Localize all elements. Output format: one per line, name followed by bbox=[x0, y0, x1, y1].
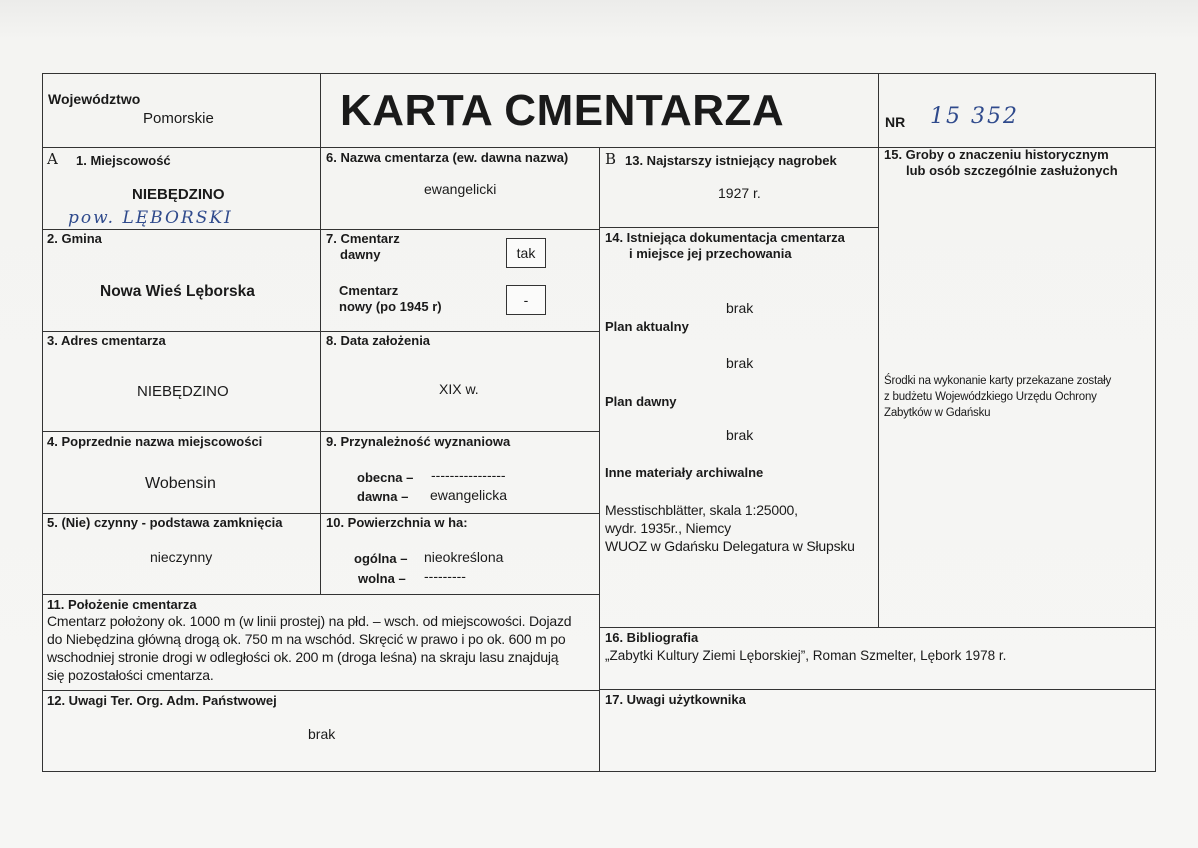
nr-value: 15 352 bbox=[930, 104, 1019, 129]
section-b-letter: B bbox=[605, 150, 617, 168]
f4-label: 4. Poprzednie nazwa miejscowości bbox=[47, 434, 263, 449]
f13-label: 13. Najstarszy istniejący nagrobek bbox=[625, 153, 837, 168]
f11-text bbox=[47, 612, 597, 684]
f4-value: Wobensin bbox=[145, 475, 216, 492]
f11-label: 11. Położenie cmentarza bbox=[47, 597, 197, 612]
f15-funding-line: Zabytków w Gdańsku bbox=[884, 407, 991, 419]
voivodeship-label: Województwo bbox=[48, 91, 141, 107]
frame-left bbox=[42, 73, 43, 772]
f10-free-value: --------- bbox=[424, 568, 466, 584]
f7-new-box: - bbox=[506, 285, 546, 315]
f15-funding-line: Środki na wykonanie karty przekazane zostały bbox=[884, 375, 1112, 387]
f14-label-line1: 14. Istniejąca dokumentacja cmentarza bbox=[605, 230, 845, 245]
divider bbox=[42, 594, 600, 595]
f9-current-value: ---------------- bbox=[431, 467, 506, 483]
f15-funding-note bbox=[884, 373, 1149, 421]
f1-label: 1. Miejscowość bbox=[76, 153, 171, 168]
nr-label: NR bbox=[885, 114, 906, 130]
section-a-letter: A bbox=[47, 150, 58, 168]
f16-label: 16. Bibliografia bbox=[605, 630, 699, 645]
divider bbox=[42, 690, 600, 691]
f8-value: XIX w. bbox=[439, 381, 479, 397]
f6-value: ewangelicki bbox=[424, 181, 497, 197]
f14-doc-value: brak bbox=[726, 300, 754, 316]
f5-value: nieczynny bbox=[150, 549, 213, 565]
f1-value: NIEBĘDZINO bbox=[132, 186, 225, 203]
f14-plan-old-label: Plan dawny bbox=[605, 394, 677, 409]
f14-other-label: Inne materiały archiwalne bbox=[605, 465, 764, 480]
f14-plan-old-value: brak bbox=[726, 427, 754, 443]
f2-value: Nowa Wieś Lęborska bbox=[100, 283, 255, 300]
f7-label-line1: 7. Cmentarz bbox=[326, 231, 400, 246]
f7-label-line2: dawny bbox=[340, 247, 381, 262]
f11-line: Cmentarz położony ok. 1000 m (w linii prostej) na płd. – wsch. od miejscowości. Dojazd bbox=[47, 613, 572, 629]
f11-line: się pozostałości cmentarza. bbox=[47, 667, 214, 683]
f11-line: wschodniej stronie drogi w odległości ok. 200 m (droga leśna) na skraju lasu znajdują bbox=[47, 649, 559, 665]
f10-free-label: wolna – bbox=[358, 571, 406, 586]
divider bbox=[320, 147, 321, 594]
divider bbox=[320, 73, 321, 147]
f10-label: 10. Powierzchnia w ha: bbox=[326, 515, 468, 530]
f12-label: 12. Uwagi Ter. Org. Adm. Państwowej bbox=[47, 693, 277, 708]
frame-right bbox=[1155, 73, 1156, 772]
divider bbox=[42, 229, 600, 230]
f15-label-line2: lub osób szczególnie zasłużonych bbox=[906, 163, 1118, 178]
f3-value: NIEBĘDZINO bbox=[137, 383, 229, 400]
f6-label: 6. Nazwa cmentarza (ew. dawna nazwa) bbox=[326, 150, 569, 165]
f10-total-value: nieokreślona bbox=[424, 549, 504, 565]
f14-other-text bbox=[605, 501, 875, 555]
f5-label: 5. (Nie) czynny - podstawa zamknięcia bbox=[47, 515, 283, 530]
f14-label-line2: i miejsce jej przechowania bbox=[629, 246, 792, 261]
f14-other-line: Messtischblätter, skala 1:25000, bbox=[605, 502, 798, 518]
f2-label: 2. Gmina bbox=[47, 231, 102, 246]
f9-former-value: ewangelicka bbox=[430, 487, 508, 503]
f13-value: 1927 r. bbox=[718, 185, 761, 201]
divider bbox=[599, 227, 879, 228]
voivodeship-value: Pomorskie bbox=[143, 110, 214, 127]
divider bbox=[42, 331, 600, 332]
f14-plan-current-label: Plan aktualny bbox=[605, 319, 689, 334]
f8-label: 8. Data założenia bbox=[326, 333, 431, 348]
divider bbox=[42, 513, 600, 514]
f14-plan-current-value: brak bbox=[726, 355, 754, 371]
divider bbox=[599, 689, 1156, 690]
f16-value: „Zabytki Kultury Ziemi Lęborskiej”, Roman Szmelter, Lębork 1978 r. bbox=[605, 648, 1007, 663]
divider bbox=[878, 73, 879, 627]
f17-label: 17. Uwagi użytkownika bbox=[605, 692, 746, 707]
divider bbox=[42, 431, 600, 432]
f7-new-label-line2: nowy (po 1945 r) bbox=[339, 299, 442, 314]
f9-current-label: obecna – bbox=[357, 470, 414, 485]
f9-former-label: dawna – bbox=[357, 489, 409, 504]
f1-handwritten-note: pow. LĘBORSKI bbox=[68, 208, 233, 228]
f11-line: do Niebędzina główną drogą ok. 750 m na wschód. Skręcić w prawo i po ok. 600 m po bbox=[47, 631, 566, 647]
f12-value: brak bbox=[308, 726, 336, 742]
divider bbox=[599, 147, 600, 772]
f10-total-label: ogólna – bbox=[354, 551, 408, 566]
card-title: KARTA CMENTARZA bbox=[340, 86, 785, 135]
f7-new-label-line1: Cmentarz bbox=[339, 283, 399, 298]
f3-label: 3. Adres cmentarza bbox=[47, 333, 166, 348]
f9-label: 9. Przynależność wyznaniowa bbox=[326, 434, 511, 449]
f14-other-line: wydr. 1935r., Niemcy bbox=[605, 520, 731, 536]
f7-old-box: tak bbox=[506, 238, 546, 268]
f14-other-line: WUOZ w Gdańsku Delegatura w Słupsku bbox=[605, 538, 855, 554]
f15-label-line1: 15. Groby o znaczeniu historycznym bbox=[884, 147, 1109, 162]
f15-funding-line: z budżetu Wojewódzkiego Urzędu Ochrony bbox=[884, 391, 1097, 403]
frame-top bbox=[42, 73, 1156, 74]
divider bbox=[599, 627, 1156, 628]
